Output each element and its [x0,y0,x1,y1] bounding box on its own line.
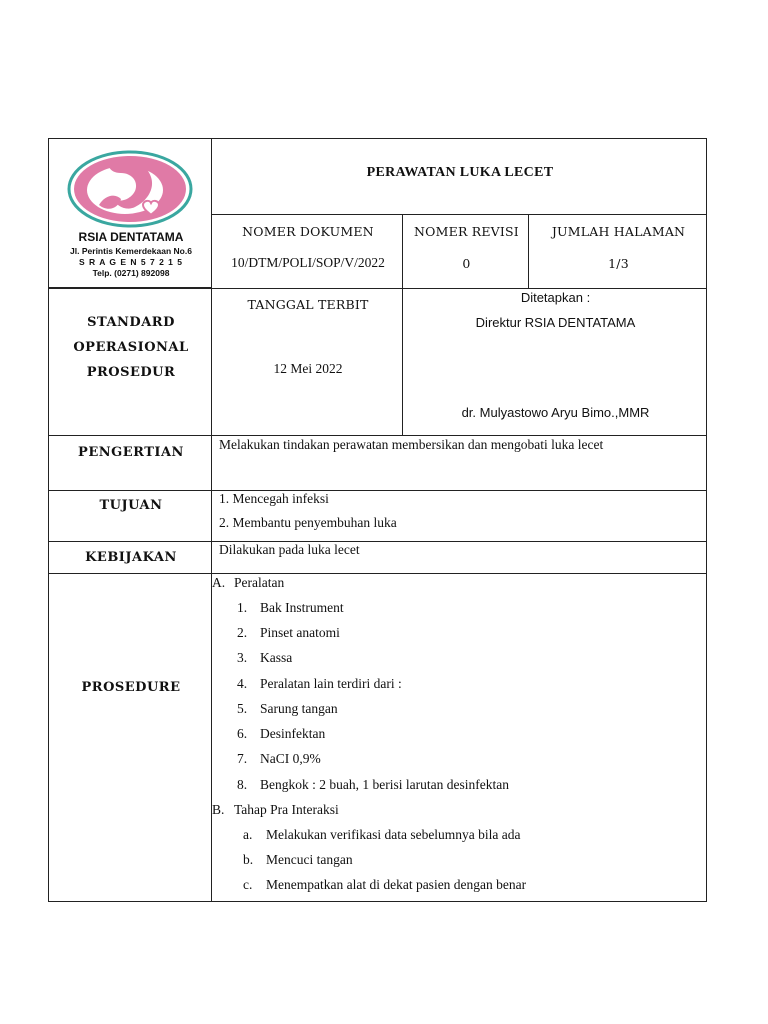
list-item: NaCI 0,9% [260,751,321,766]
pengertian-label-cell [48,435,212,491]
tanggal-terbit-value: 12 Mei 2022 [273,361,343,376]
list-item: Mencuci tangan [266,852,353,867]
nomer-revisi-cell [402,214,529,289]
pengertian-label: PENGERTIAN [78,445,184,460]
tujuan-text-cell [211,490,707,542]
list-item-number: 2. [237,625,248,640]
jumlah-halaman-value: 1/3 [608,256,629,271]
ditetapkan-cell [402,288,707,436]
prosedure-label: PROSEDURE [81,680,181,695]
list-item: Bengkok : 2 buah, 1 berisi larutan desinfektan [260,777,509,792]
kebijakan-label: KEBIJAKAN [85,550,177,565]
hospital-address: Jl. Perintis Kemerdekaan No.6 [70,246,192,256]
list-item: Sarung tangan [260,701,338,716]
list-item-letter: b. [243,852,254,867]
list-item-number: 3. [237,650,248,665]
nomer-dokumen-value: 10/DTM/POLI/SOP/V/2022 [231,255,385,270]
sop-label-line2: OPERASIONAL [73,340,189,355]
list-item-number: 7. [237,751,248,766]
list-item-number: 1. [237,600,248,615]
list-item: Melakukan verifikasi data sebelumnya bila ada [266,827,521,842]
sop-label-line3: PROSEDUR [86,365,176,380]
nomer-dokumen-cell [211,214,403,289]
list-item-letter: c. [243,877,253,892]
hospital-phone: Telp. (0271) 892098 [92,268,170,278]
section-a-marker: A. [212,575,226,590]
sop-label-line1: STANDARD [87,315,175,330]
list-item: Pinset anatomi [260,625,340,640]
list-item: Bak Instrument [260,600,344,615]
kebijakan-text: Dilakukan pada luka lecet [219,542,360,557]
list-item: Desinfektan [260,726,326,741]
tujuan-item-2: 2. Membantu penyembuhan luka [219,515,397,530]
list-item-letter: a. [243,827,253,842]
nomer-revisi-label: NOMER REVISI [414,224,519,239]
list-item: Menempatkan alat di dekat pasien dengan benar [266,877,527,892]
prosedure-text-cell [211,573,707,902]
direktur-label: Direktur RSIA DENTATAMA [475,315,636,330]
list-item: Peralatan lain terdiri dari : [260,676,402,691]
nomer-revisi-value: 0 [462,256,471,271]
sop-label-cell [48,288,212,436]
document-title: PERAWATAN LUKA LECET [366,165,554,180]
prosedure-label-cell [48,573,212,902]
hospital-name: RSIA DENTATAMA [78,230,184,244]
section-b-marker: B. [212,802,225,817]
tujuan-item-1: 1. Mencegah infeksi [219,491,329,506]
tanggal-terbit-label: TANGGAL TERBIT [247,297,369,312]
list-item: Kassa [260,650,293,665]
signatory-name: dr. Mulyastowo Aryu Bimo.,MMR [461,405,650,420]
tujuan-label-cell [48,490,212,542]
jumlah-halaman-label: JUMLAH HALAMAN [551,224,686,239]
pengertian-text: Melakukan tindakan perawatan membersikan dan mengobati luka lecet [219,437,604,452]
kebijakan-label-cell [48,541,212,574]
logo-cell [48,138,212,288]
list-item-number: 4. [237,676,248,691]
hospital-logo-icon [65,147,195,233]
list-item-number: 6. [237,726,248,741]
ditetapkan-label: Ditetapkan : [520,290,591,305]
jumlah-halaman-cell [528,214,707,289]
document-title-cell [211,138,707,215]
list-item-number: 8. [237,777,248,792]
tanggal-terbit-cell [211,288,403,436]
hospital-city: S R A G E N 5 7 2 1 5 [79,257,183,267]
pengertian-text-cell [211,435,707,491]
section-b-title: Tahap Pra Interaksi [234,802,339,817]
list-item-number: 5. [237,701,248,716]
tujuan-label: TUJUAN [99,498,163,513]
nomer-dokumen-label: NOMER DOKUMEN [242,224,374,239]
section-a-title: Peralatan [234,575,285,590]
kebijakan-text-cell [211,541,707,574]
